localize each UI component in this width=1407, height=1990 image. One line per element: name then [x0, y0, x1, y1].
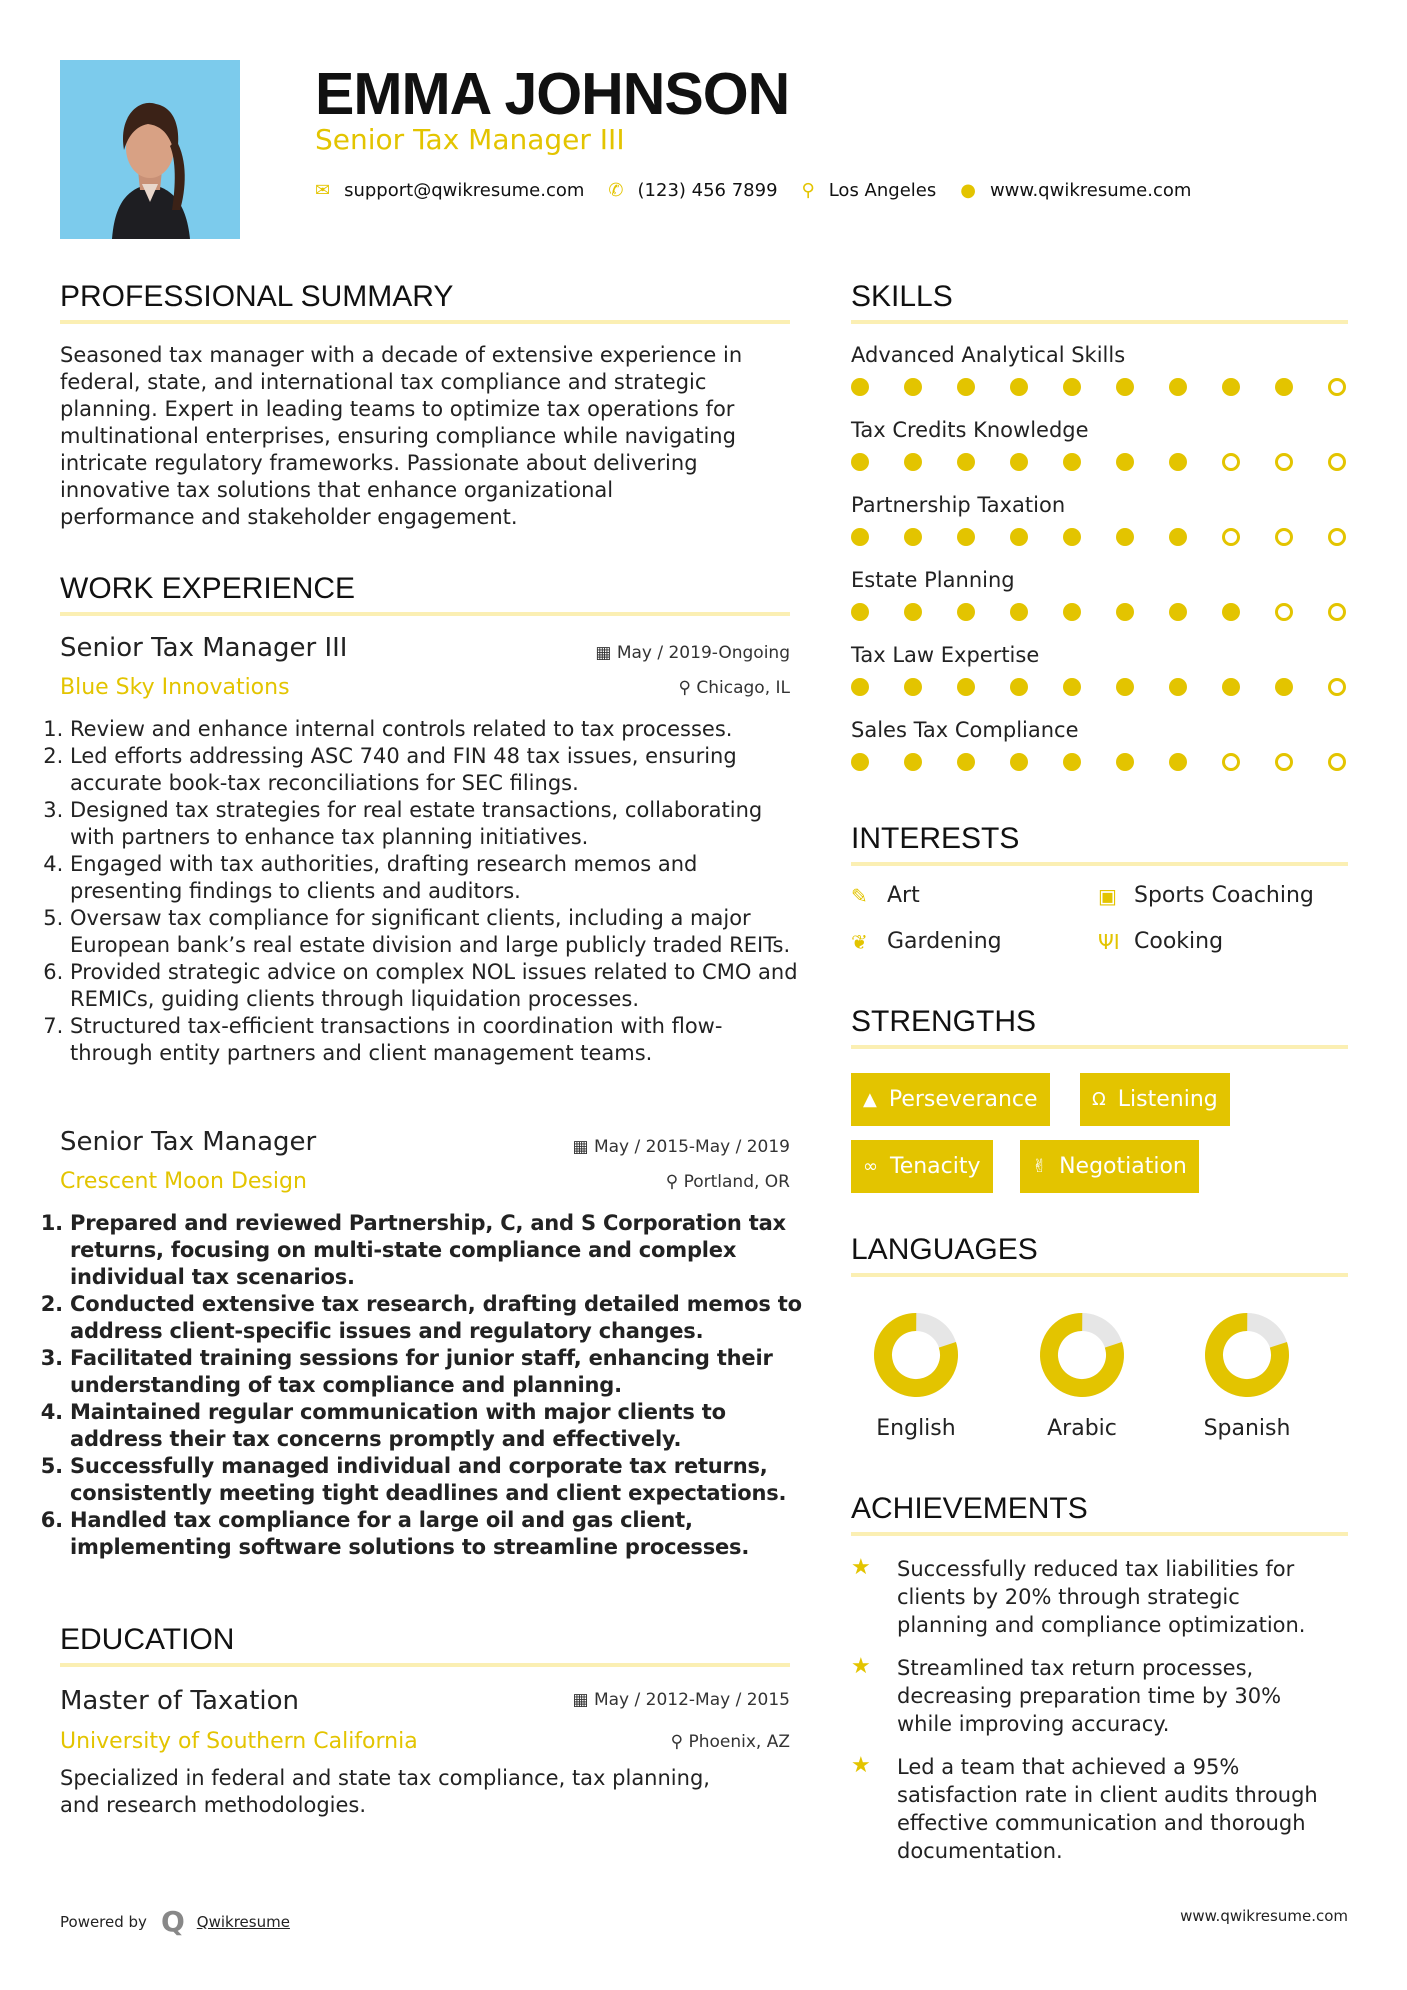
- rating-dot-filled: [1222, 378, 1240, 396]
- language-donut: [1027, 1308, 1137, 1418]
- rating-dot-filled: [904, 603, 922, 621]
- pin-icon: ⚲: [670, 1732, 684, 1752]
- envelope-icon: ✉: [315, 180, 331, 201]
- rating-dot-filled: [957, 378, 975, 396]
- road-icon: ▲: [863, 1089, 877, 1110]
- job-company: Blue Sky Innovations: [60, 675, 290, 700]
- rating-dot-filled: [1063, 528, 1081, 546]
- rating-dot-filled: [1169, 453, 1187, 471]
- rating-dot-filled: [1010, 603, 1028, 621]
- powered-by-label: Powered by: [60, 1912, 147, 1931]
- interests-divider: [851, 862, 1348, 866]
- experience-heading: WORK EXPERIENCE: [60, 572, 356, 605]
- language-name: English: [876, 1416, 956, 1441]
- strength-badge: Ω Listening: [1080, 1073, 1230, 1126]
- language-name: Arabic: [1047, 1416, 1117, 1441]
- rating-dot-filled: [1222, 603, 1240, 621]
- pin-icon: ⚲: [678, 678, 691, 698]
- job-dates: ▦ May / 2019-Ongoing: [595, 643, 790, 663]
- list-item: 2. Conducted extensive tax research, drafting detailed memos to address client-specific issues and regulatory changes.: [70, 1291, 804, 1345]
- list-item: 5. Oversaw tax compliance for significant clients, including a major European bank’s real estate division and large publicly traded REITs.: [70, 905, 800, 959]
- rating-dot-empty: [1222, 453, 1240, 471]
- rating-dot-filled: [851, 678, 869, 696]
- education-divider: [60, 1663, 790, 1667]
- strength-badge: ✌ Negotiation: [1020, 1140, 1199, 1193]
- rating-dot-filled: [957, 678, 975, 696]
- star-icon: ★: [851, 1654, 871, 1679]
- rating-dot-empty: [1222, 753, 1240, 771]
- rating-dot-filled: [957, 528, 975, 546]
- skill-rating: [851, 603, 1351, 621]
- language-item: [1192, 1308, 1312, 1441]
- map-pin-icon: ⚲: [801, 180, 815, 201]
- skill-name: Advanced Analytical Skills: [851, 343, 1126, 367]
- education-location: ⚲ Phoenix, AZ: [670, 1732, 790, 1752]
- profile-photo: [60, 60, 240, 239]
- skill-name: Sales Tax Compliance: [851, 718, 1079, 742]
- rating-dot-filled: [1063, 603, 1081, 621]
- rating-dot-filled: [1169, 603, 1187, 621]
- list-item: 7. Structured tax-efficient transactions in coordination with flow-through entity partners and client management teams.: [70, 1013, 800, 1067]
- candidate-title: Senior Tax Manager III: [315, 123, 625, 156]
- list-item: 1. Review and enhance internal controls related to tax processes.: [70, 716, 800, 743]
- rating-dot-filled: [1275, 678, 1293, 696]
- rating-dot-filled: [957, 453, 975, 471]
- star-icon: ★: [851, 1753, 871, 1778]
- rating-dot-filled: [904, 528, 922, 546]
- rating-dot-filled: [904, 678, 922, 696]
- contact-email[interactable]: support@qwikresume.com: [344, 180, 585, 201]
- skill-rating: [851, 453, 1351, 471]
- skill-name: Estate Planning: [851, 568, 1015, 592]
- rating-dot-filled: [1063, 678, 1081, 696]
- rating-dot-empty: [1328, 603, 1346, 621]
- rating-dot-filled: [1010, 378, 1028, 396]
- education-heading: EDUCATION: [60, 1623, 235, 1656]
- skill-rating: [851, 753, 1351, 771]
- skill-row: [851, 418, 1351, 493]
- link-icon: ∞: [863, 1156, 878, 1177]
- languages-divider: [851, 1273, 1348, 1277]
- leaf-icon: ❦: [851, 929, 868, 954]
- rating-dot-filled: [904, 378, 922, 396]
- rating-dot-filled: [1116, 453, 1134, 471]
- list-item: 4. Maintained regular communication with major clients to address their tax concerns promptly and effectively.: [70, 1399, 804, 1453]
- rating-dot-filled: [851, 528, 869, 546]
- list-item: 2. Led efforts addressing ASC 740 and FIN 48 tax issues, ensuring accurate book-tax reconciliations for SEC filings.: [70, 743, 800, 797]
- rating-dot-empty: [1275, 753, 1293, 771]
- list-item: 3. Facilitated training sessions for junior staff, enhancing their understanding of tax compliance and planning.: [70, 1345, 804, 1399]
- rating-dot-empty: [1328, 678, 1346, 696]
- rating-dot-filled: [1010, 453, 1028, 471]
- skill-row: [851, 493, 1351, 568]
- strength-badge: ▲ Perseverance: [851, 1073, 1050, 1126]
- rating-dot-filled: [1063, 753, 1081, 771]
- rating-dot-filled: [1222, 678, 1240, 696]
- phone-icon: ✆: [608, 180, 624, 201]
- rating-dot-filled: [851, 603, 869, 621]
- skill-row: [851, 568, 1351, 643]
- rating-dot-filled: [904, 453, 922, 471]
- rating-dot-filled: [904, 753, 922, 771]
- list-item: 5. Successfully managed individual and corporate tax returns, consistently meeting tight deadlines and client expectations.: [70, 1453, 804, 1507]
- skill-name: Tax Law Expertise: [851, 643, 1040, 667]
- contact-phone[interactable]: (123) 456 7899: [637, 180, 778, 201]
- education-dates: ▦ May / 2012-May / 2015: [572, 1690, 790, 1710]
- achievements-divider: [851, 1532, 1348, 1536]
- rating-dot-filled: [851, 378, 869, 396]
- skill-row: [851, 643, 1351, 718]
- job-title: Senior Tax Manager: [60, 1127, 317, 1157]
- summary-text: Seasoned tax manager with a decade of extensive experience in federal, state, and international tax compliance and strategic planning. Expert in leading teams to optimize tax operations for multinational enterprises, ensuring compliance while navigating intricate regulatory frameworks. Passionate about delivering innovative tax solutions that enhance organizational performance and stakeholder engagement.: [60, 343, 743, 529]
- rating-dot-empty: [1275, 603, 1293, 621]
- strengths-divider: [851, 1045, 1348, 1049]
- language-item: [1027, 1308, 1147, 1441]
- rating-dot-filled: [851, 753, 869, 771]
- rating-dot-filled: [1116, 678, 1134, 696]
- rating-dot-filled: [1010, 528, 1028, 546]
- rating-dot-filled: [1169, 528, 1187, 546]
- rating-dot-filled: [1169, 678, 1187, 696]
- skill-row: [851, 343, 1351, 418]
- footer-url[interactable]: www.qwikresume.com: [1180, 1907, 1348, 1925]
- degree-title: Master of Taxation: [60, 1686, 300, 1716]
- experience-divider: [60, 612, 790, 616]
- education-description: Specialized in federal and state tax compliance, tax planning, and research methodologies.: [60, 1766, 710, 1817]
- calendar-icon: ▦: [595, 643, 612, 663]
- skill-rating: [851, 528, 1351, 546]
- achievements-heading: ACHIEVEMENTS: [851, 1492, 1088, 1525]
- rating-dot-empty: [1328, 753, 1346, 771]
- achievement-item: ★ Led a team that achieved a 95% satisfaction rate in client audits through effective communication and thorough documentation.: [851, 1753, 1318, 1863]
- skills-list: [851, 343, 1351, 793]
- rating-dot-filled: [1275, 378, 1293, 396]
- headphones-icon: Ω: [1092, 1089, 1106, 1110]
- strength-badge: ∞ Tenacity: [851, 1140, 993, 1193]
- list-item: 1. Prepared and reviewed Partnership, C, and S Corporation tax returns, focusing on multi-state compliance and complex individual tax scenarios.: [70, 1210, 804, 1291]
- rating-dot-filled: [1010, 678, 1028, 696]
- rating-dot-empty: [1328, 453, 1346, 471]
- achievement-item: ★ Successfully reduced tax liabilities for clients by 20% through strategic planning and compliance optimization.: [851, 1555, 1306, 1637]
- rating-dot-filled: [851, 453, 869, 471]
- list-item: 6. Provided strategic advice on complex NOL issues related to CMO and REMICs, guiding clients through liquidation processes.: [70, 959, 800, 1013]
- candidate-name: EMMA JOHNSON: [315, 61, 790, 127]
- rating-dot-empty: [1275, 528, 1293, 546]
- rating-dot-filled: [1169, 753, 1187, 771]
- job-dates: ▦ May / 2015-May / 2019: [572, 1137, 790, 1157]
- rating-dot-filled: [957, 603, 975, 621]
- footer-credit: [60, 1905, 290, 1938]
- job-title: Senior Tax Manager III: [60, 633, 348, 663]
- language-donut: [1192, 1308, 1302, 1418]
- list-item: 6. Handled tax compliance for a large oil and gas client, implementing software solutions to streamline processes.: [70, 1507, 804, 1561]
- rating-dot-filled: [1116, 753, 1134, 771]
- language-donut: [861, 1308, 971, 1418]
- utensils-icon: ΨI: [1098, 929, 1120, 954]
- qwikresume-logo-icon: Q: [160, 1905, 185, 1938]
- strengths-heading: STRENGTHS: [851, 1005, 1037, 1038]
- job-responsibilities: [52, 1210, 804, 1561]
- rating-dot-filled: [1010, 753, 1028, 771]
- summary-divider: [60, 320, 790, 324]
- handshake-icon: ✌: [1032, 1156, 1048, 1177]
- languages-heading: LANGUAGES: [851, 1233, 1038, 1266]
- skill-name: Partnership Taxation: [851, 493, 1066, 517]
- star-icon: ★: [851, 1555, 871, 1580]
- language-name: Spanish: [1203, 1416, 1291, 1441]
- contact-website[interactable]: www.qwikresume.com: [989, 180, 1192, 201]
- achievement-item: ★ Streamlined tax return processes, decreasing preparation time by 30% while improving accuracy.: [851, 1654, 1282, 1736]
- school-name: University of Southern California: [60, 1729, 418, 1754]
- language-item: [861, 1308, 981, 1441]
- rating-dot-filled: [1063, 378, 1081, 396]
- skill-rating: [851, 378, 1351, 396]
- interest-item: ✎ Art: [851, 883, 920, 908]
- rating-dot-empty: [1328, 528, 1346, 546]
- rating-dot-filled: [1116, 528, 1134, 546]
- interests-heading: INTERESTS: [851, 822, 1020, 855]
- paintbrush-icon: ✎: [851, 883, 868, 908]
- rating-dot-empty: [1222, 528, 1240, 546]
- calendar-icon: ▦: [572, 1137, 589, 1157]
- list-item: 3. Designed tax strategies for real estate transactions, collaborating with partners to enhance tax planning initiatives.: [70, 797, 800, 851]
- pin-icon: ⚲: [665, 1172, 679, 1192]
- interest-item: ▣ Sports Coaching: [1098, 883, 1314, 908]
- skill-rating: [851, 678, 1351, 696]
- job-company: Crescent Moon Design: [60, 1169, 307, 1194]
- rating-dot-empty: [1275, 453, 1293, 471]
- contact-location: Los Angeles: [828, 180, 937, 201]
- skill-name: Tax Credits Knowledge: [851, 418, 1089, 442]
- list-item: 4. Engaged with tax authorities, drafting research memos and presenting findings to clients and auditors.: [70, 851, 800, 905]
- skill-row: [851, 718, 1351, 793]
- rating-dot-filled: [1116, 603, 1134, 621]
- job-location: ⚲ Chicago, IL: [678, 678, 790, 698]
- briefcase-icon: ▣: [1098, 883, 1117, 908]
- rating-dot-filled: [957, 753, 975, 771]
- job-location: ⚲ Portland, OR: [665, 1172, 790, 1192]
- rating-dot-filled: [1116, 378, 1134, 396]
- skills-heading: SKILLS: [851, 280, 953, 313]
- skills-divider: [851, 320, 1348, 324]
- interest-item: ΨI Cooking: [1098, 929, 1224, 954]
- rating-dot-filled: [1063, 453, 1081, 471]
- summary-heading: PROFESSIONAL SUMMARY: [60, 280, 454, 313]
- interest-item: ❦ Gardening: [851, 929, 1002, 954]
- calendar-icon: ▦: [572, 1690, 589, 1710]
- globe-icon: ●: [960, 180, 976, 201]
- contact-bar: [315, 180, 1215, 201]
- rating-dot-empty: [1328, 378, 1346, 396]
- person-silhouette-icon: [60, 60, 240, 239]
- job-responsibilities: [52, 716, 800, 1067]
- rating-dot-filled: [1169, 378, 1187, 396]
- footer-brand-link[interactable]: Qwikresume: [196, 1912, 290, 1931]
